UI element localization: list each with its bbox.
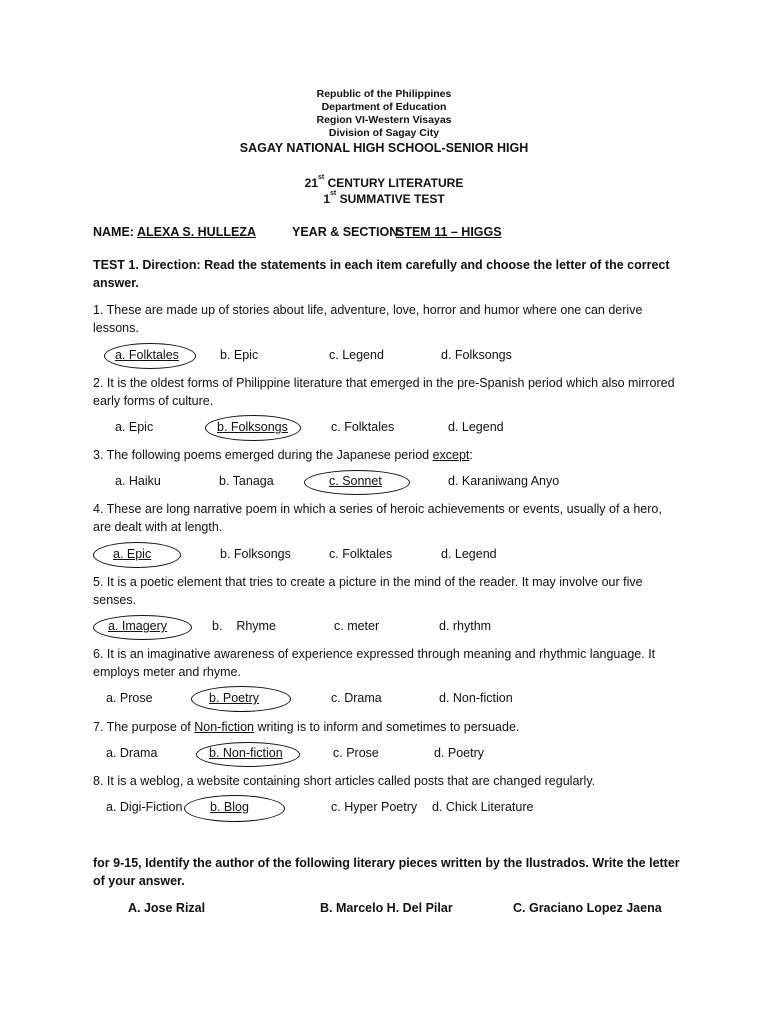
option-3c: c. Sonnet [329,474,382,488]
option-4d: d. Legend [441,547,497,561]
option-5a: a. Imagery [108,619,168,633]
section-label: YEAR & SECTION: [292,225,403,239]
subject-title: 21st CENTURY LITERATURE [304,174,464,190]
question-8: 8. It is a weblog, a website containing short articles called posts that are changed regularly. [93,774,596,788]
option-8a: a. Digi-Fiction [106,800,183,814]
option-8b: b. Blog [210,800,249,814]
question-6: 6. It is an imaginative awareness of experience expressed through meaning and rhythmic language. It employs meter and rhyme. [93,647,656,679]
option-3d: d. Karaniwang Anyo [448,474,560,488]
option-6c: c. Drama [331,691,382,705]
option-6b: b. Poetry [209,691,260,705]
question-2: 2. It is the oldest forms of Philippine literature that emerged in the pre-Spanish period which also mirrored early forms of culture. [93,376,675,408]
name-label: NAME: [93,225,134,239]
option-1d: d. Folksongs [441,348,512,362]
option-2d: d. Legend [448,420,504,434]
question-3: 3. The following poems emerged during the Japanese period except: [93,448,473,462]
option-3a: a. Haiku [115,474,161,488]
question-5: 5. It is a poetic element that tries to create a picture in the mind of the reader. It may involve our five senses. [93,575,643,607]
option-5d: d. rhythm [439,619,492,633]
option-6d: d. Non-fiction [439,691,513,705]
option-1c: c. Legend [329,348,384,362]
part2-direction: for 9-15, Identify the author of the following literary pieces written by the Ilustrados. Write the letter of your answer. [93,856,680,888]
author-c: C. Graciano Lopez Jaena [513,901,662,915]
option-8c: c. Hyper Poetry [331,800,418,814]
school-name: SAGAY NATIONAL HIGH SCHOOL-SENIOR HIGH [239,141,529,155]
option-7c: c. Prose [333,746,379,760]
option-6a: a. Prose [106,691,153,705]
option-3b: b. Tanaga [219,474,274,488]
header-region: Region VI-Western Visayas [316,114,452,126]
option-1a: a. Folktales [115,348,179,362]
name-value: ALEXA S. HULLEZA [137,225,256,239]
author-a: A. Jose Rizal [128,901,206,915]
option-8d: d. Chick Literature [432,800,534,814]
option-4a: a. Epic [113,547,152,561]
option-2a: a. Epic [115,420,154,434]
option-4b: b. Folksongs [220,547,291,561]
question-4: 4. These are long narrative poem in which a series of heroic achievements or events, usually of a hero, are dealt with at length. [93,502,662,534]
option-7d: d. Poetry [434,746,485,760]
option-7b: b. Non-fiction [209,746,283,760]
section-value: STEM 11 – HIGGS [396,225,502,239]
option-2b: b. Folksongs [217,420,288,434]
header-department: Department of Education [321,101,447,113]
option-2c: c. Folktales [331,420,395,434]
header-division: Division of Sagay City [328,127,440,139]
author-b: B. Marcelo H. Del Pilar [320,901,453,915]
test1-direction: TEST 1. Direction: Read the statements in each item carefully and choose the letter of the correct answer. [93,258,670,290]
option-5c: c. meter [334,619,380,633]
option-4c: c. Folktales [329,547,393,561]
option-1b: b. Epic [220,348,259,362]
question-1: 1. These are made up of stories about life, adventure, love, horror and humor where one can derive lessons. [93,303,643,335]
option-7a: a. Drama [106,746,158,760]
option-5b: b. Rhyme [212,619,276,633]
test-title: 1st SUMMATIVE TEST [323,190,445,206]
header-republic: Republic of the Philippines [316,88,452,100]
question-7: 7. The purpose of Non-fiction writing is to inform and sometimes to persuade. [93,720,520,734]
